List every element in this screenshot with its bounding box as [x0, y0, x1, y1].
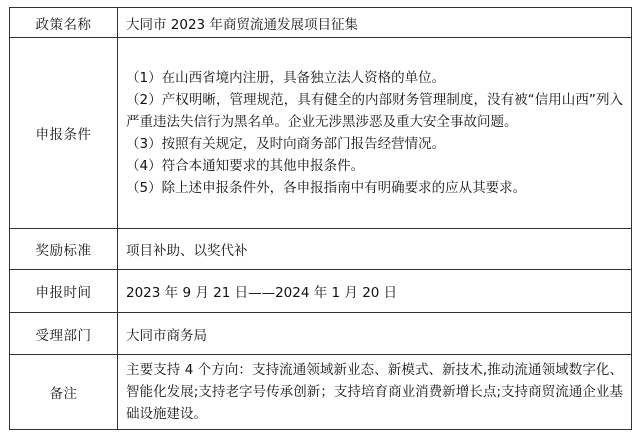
remarks-value-cell — [118, 355, 632, 430]
reward-label: 奖励标准 — [10, 229, 118, 270]
table-row-department — [10, 313, 632, 355]
conditions-value — [118, 38, 632, 229]
application-period-value: 2023 年 9 月 21 日——2024 年 1 月 20 日 — [118, 270, 632, 313]
table-row-application-period — [10, 270, 632, 313]
condition-item-3: （3）按照有关规定，及时向商务部门报告经营情况。 — [126, 136, 446, 152]
table-row-reward — [10, 229, 632, 270]
remarks-label: 备注 — [10, 355, 118, 430]
policy-table-container — [9, 7, 632, 430]
department-value: 大同市商务局 — [118, 313, 632, 355]
application-period-label: 申报时间 — [10, 270, 118, 313]
condition-item-5: （5）除上述申报条件外，各申报指南中有明确要求的应从其要求。 — [126, 180, 527, 196]
condition-item-4: （4）符合本通知要求的其他申报条件。 — [126, 158, 365, 174]
condition-item-1: （1）在山西省境内注册，具备独立法人资格的单位。 — [126, 70, 446, 86]
table-row-remarks — [10, 355, 632, 430]
reward-value: 项目补助、以奖代补 — [118, 229, 632, 270]
condition-item-2: （2）产权明晰，管理规范，具有健全的内部财务管理制度，没有被“信用山西”列入严重违法失信行为黑名单。企业无涉黑涉恶及重大安全事故问题。 — [126, 92, 623, 130]
policy-name-value: 大同市 2023 年商贸流通发展项目征集 — [118, 8, 632, 38]
department-label: 受理部门 — [10, 313, 118, 355]
table-row-policy-name — [10, 8, 632, 38]
remarks-value: 主要支持 4 个方向：支持流通领域新业态、新模式、新技术,推动流通领域数字化、智能化发展;支持老字号传承创新；支持培育商业消费新增长点;支持商贸流通企业基础设施建设。 — [126, 362, 623, 422]
table-row-conditions — [10, 38, 632, 229]
policy-name-label: 政策名称 — [10, 8, 118, 38]
policy-info-table — [9, 7, 632, 430]
conditions-label: 申报条件 — [10, 38, 118, 229]
